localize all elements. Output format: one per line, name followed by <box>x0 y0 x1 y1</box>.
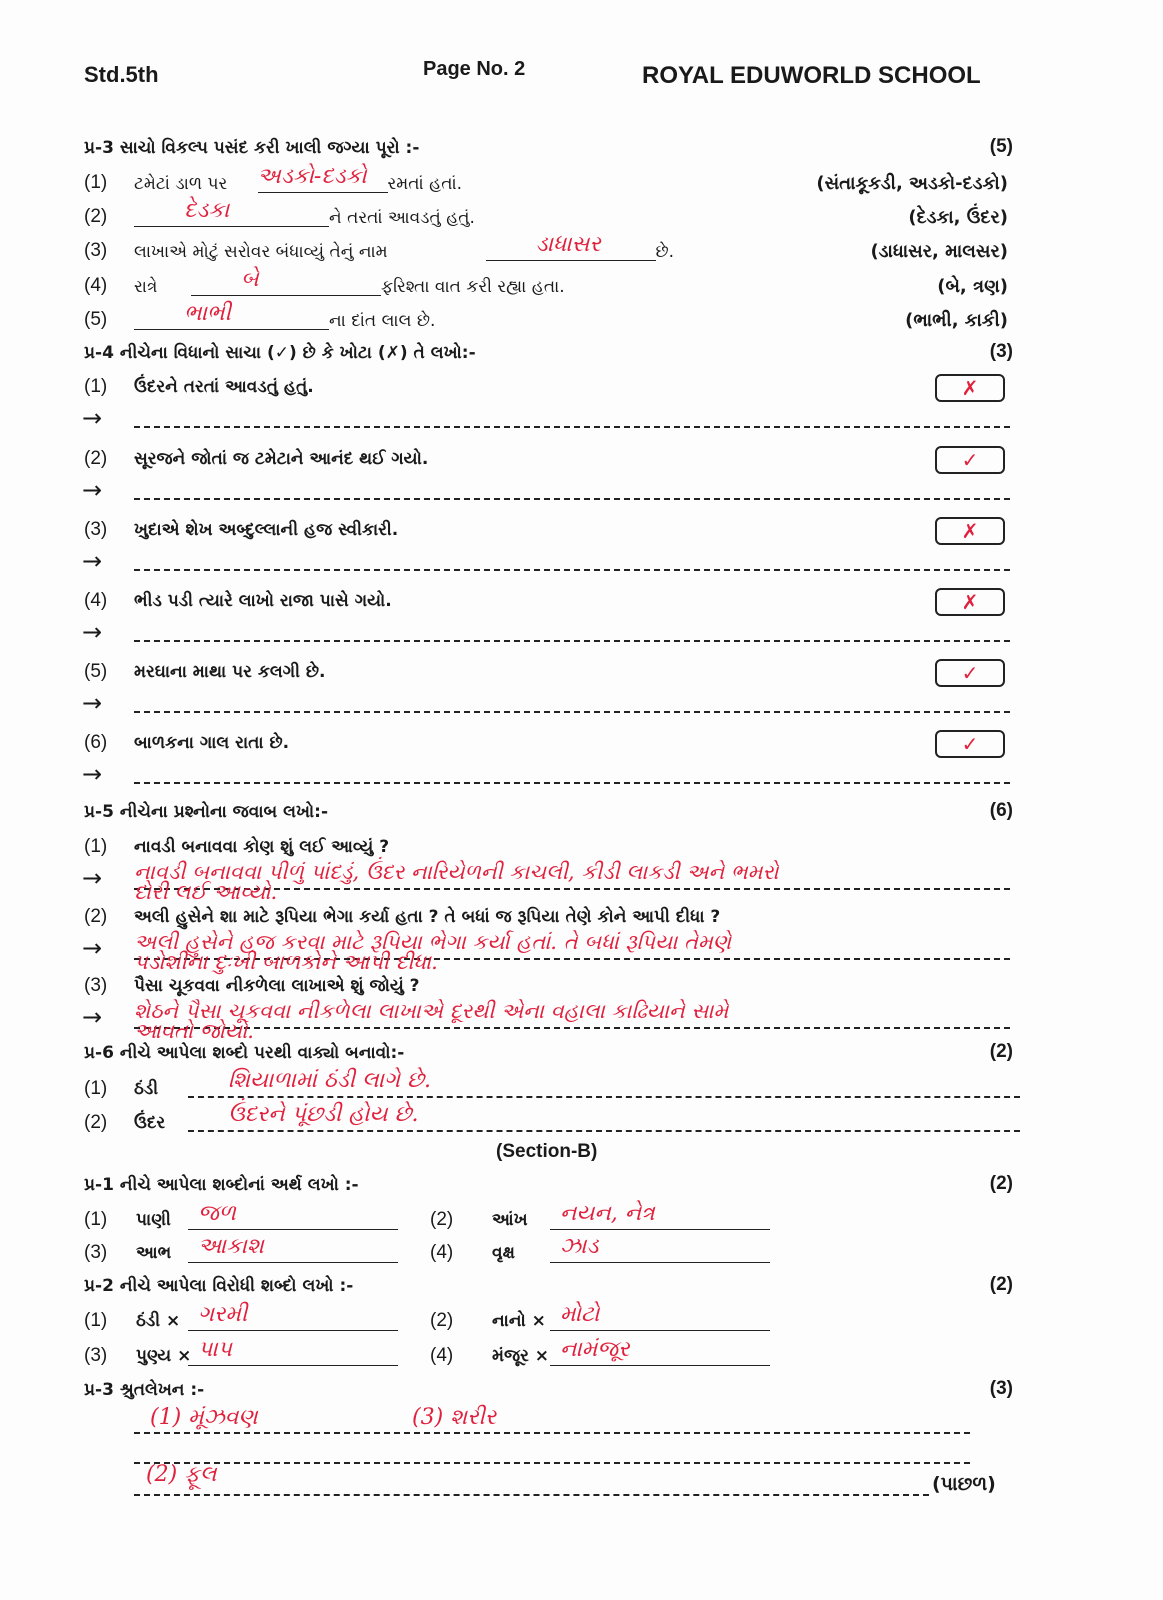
standard-label: Std.5th <box>84 62 159 87</box>
item-number: (3) <box>84 519 108 540</box>
question-title: પ્ર-1 નીચે આપેલા શબ્દોનાં અર્થ લખો :- <box>84 1175 359 1195</box>
answer-line <box>134 569 1010 571</box>
blank-line <box>188 1365 398 1366</box>
question-marks: (6) <box>989 800 1013 821</box>
question-title: પ્ર-3 સાચો વિકલ્પ પસંદ કરી ખાલી જગ્યા પૂરો :- <box>84 138 420 158</box>
answer-box: ✗ <box>935 374 1005 402</box>
handwritten-answer: આકાશ <box>198 1234 264 1259</box>
blank-line <box>258 192 388 193</box>
section-b-heading: (Section-B) <box>496 1141 598 1162</box>
handwritten-word: (3) શરીર <box>412 1405 497 1430</box>
blank-line <box>188 1262 398 1263</box>
arrow-icon: → <box>82 760 103 788</box>
question-title: પ્ર-2 નીચે આપેલા વિરોધી શબ્દો લખો :- <box>84 1276 354 1296</box>
item-text-post: ના દાંત લાલ છે. <box>329 311 436 331</box>
arrow-icon: → <box>82 934 103 962</box>
word: ઠંડી <box>134 1079 159 1099</box>
item-number: (4) <box>84 275 108 296</box>
school-name: ROYAL EDUWORLD SCHOOL <box>642 62 981 89</box>
word: પુણ્ય × <box>136 1346 192 1366</box>
item-text-post: ને તરતાં આવડતું હતું. <box>329 208 475 228</box>
arrow-icon: → <box>82 404 103 432</box>
item-number: (3) <box>84 1345 108 1366</box>
blank-line <box>550 1262 770 1263</box>
answer-line <box>134 782 1010 784</box>
item-number: (5) <box>84 309 108 330</box>
handwritten-answer-line1: શેઠને પૈસા ચૂકવવા નીકળેલા લાખાએ દૂરથી એના વહાલા કાઢિયાને સામે <box>134 999 729 1023</box>
item-number: (1) <box>84 1209 108 1230</box>
handwritten-answer: ભાભી <box>184 301 231 326</box>
item-number: (1) <box>84 376 108 397</box>
handwritten-answer: નયન, નેત્ર <box>560 1201 655 1226</box>
item-number: (3) <box>84 1242 108 1263</box>
item-number: (2) <box>84 906 108 927</box>
question-marks: (5) <box>989 136 1013 157</box>
question-title: પ્ર-5 નીચેના પ્રશ્નોના જવાબ લખો:- <box>84 802 329 822</box>
word: નાનો × <box>492 1311 546 1331</box>
blank-line <box>486 260 656 261</box>
question-marks: (2) <box>989 1274 1013 1295</box>
handwritten-sentence: શિયાળામાં ઠંડી લાગે છે. <box>228 1068 432 1093</box>
answer-box: ✓ <box>935 659 1005 687</box>
handwritten-answer-line1: અલી હુસેને હજ કરવા માટે રૂપિયા ભેગા કર્યા હતાં. તે બધાં રૂપિયા તેમણે <box>134 930 732 954</box>
item-number: (1) <box>84 1078 108 1099</box>
item-options: (સંતાકૂકડી, અડકો-દડકો) <box>816 173 1008 194</box>
item-number: (6) <box>84 732 108 753</box>
statement-text: ઉંદરને તરતાં આવડતું હતું. <box>134 377 314 397</box>
item-number: (2) <box>430 1209 454 1230</box>
blank-line <box>188 1229 398 1230</box>
item-options: (ભાભી, કાકી) <box>905 310 1008 331</box>
item-number: (2) <box>84 1112 108 1133</box>
handwritten-answer-line1: નાવડી બનાવવા પીળું પાંદડું, ઉંદર નારિયેળની કાચલી, કીડી લાકડી અને ભમરો <box>134 860 779 884</box>
item-number: (1) <box>84 172 108 193</box>
handwritten-answer: પાપ <box>198 1337 232 1362</box>
statement-text: બાળકના ગાલ રાતા છે. <box>134 733 290 753</box>
item-number: (1) <box>84 1310 108 1331</box>
answer-line <box>134 1462 970 1464</box>
word: આંખ <box>492 1210 528 1230</box>
item-text-post: રમતાં હતાં. <box>387 174 463 194</box>
blank-line <box>550 1330 770 1331</box>
arrow-icon: → <box>82 547 103 575</box>
item-number: (4) <box>430 1242 454 1263</box>
handwritten-answer: ડાધાસર <box>535 232 601 257</box>
question-title: પ્ર-3 શ્રુતલેખન :- <box>84 1380 205 1400</box>
word: મંજૂર × <box>492 1346 550 1366</box>
arrow-icon: → <box>82 618 103 646</box>
item-text-pre: ટમેટાં ડાળ પર <box>134 174 228 194</box>
handwritten-answer: અડકો-દડકો <box>257 164 367 189</box>
blank-line <box>550 1229 770 1230</box>
blank-line <box>134 226 329 227</box>
handwritten-answer: મોટો <box>560 1302 600 1327</box>
handwritten-answer: જળ <box>198 1201 236 1226</box>
answer-box: ✓ <box>935 446 1005 474</box>
blank-line <box>550 1365 770 1366</box>
question-text: પૈસા ચૂકવવા નીકળેલા લાખાએ શું જોયું ? <box>134 976 420 996</box>
handwritten-word: (2) ફૂલ <box>146 1462 217 1487</box>
statement-text: ભીડ પડી ત્યારે લાખો રાજા પાસે ગયો. <box>134 591 392 611</box>
answer-line <box>188 1096 1020 1098</box>
item-text-post: છે. <box>655 242 675 262</box>
page-number: Page No. 2 <box>423 58 526 80</box>
item-number: (3) <box>84 240 108 261</box>
question-title: પ્ર-4 નીચેના વિધાનો સાચા (✓) છે કે ખોટા (✗) તે લખો:- <box>84 343 476 363</box>
answer-box: ✗ <box>935 588 1005 616</box>
arrow-icon: → <box>82 476 103 504</box>
item-text-pre: રાત્રે <box>134 277 158 297</box>
item-number: (4) <box>430 1345 454 1366</box>
question-text: અલી હુસેને શા માટે રૂપિયા ભેગા કર્યા હતા ? તે બધાં જ રૂપિયા તેણે કોને આપી દીધા ? <box>134 907 721 927</box>
handwritten-answer: બે <box>241 267 259 292</box>
question-marks: (3) <box>989 1378 1013 1399</box>
arrow-icon: → <box>82 1003 103 1031</box>
question-marks: (2) <box>989 1041 1013 1062</box>
item-number: (1) <box>84 836 108 857</box>
item-options: (દેડકા, ઉંદર) <box>908 207 1008 228</box>
question-text: નાવડી બનાવવા કોણ શું લઈ આવ્યું ? <box>134 837 390 857</box>
answer-line <box>134 426 1010 428</box>
handwritten-answer: ગરમી <box>198 1302 248 1327</box>
answer-box: ✓ <box>935 730 1005 758</box>
word: આભ <box>136 1243 172 1263</box>
item-number: (4) <box>84 590 108 611</box>
word: વૃક્ષ <box>492 1243 515 1263</box>
handwritten-answer: દેડકા <box>184 198 230 223</box>
answer-line <box>134 1027 1010 1029</box>
answer-line <box>134 1432 970 1434</box>
item-text-pre: લાખાએ મોટું સરોવર બંધાવ્યું તેનું નામ <box>134 242 388 262</box>
answer-line <box>188 1130 1020 1132</box>
item-number: (5) <box>84 661 108 682</box>
blank-line <box>188 1330 398 1331</box>
word: ઠંડી × <box>136 1311 181 1331</box>
question-marks: (3) <box>989 341 1013 362</box>
item-options: (ડાધાસર, માલસર) <box>870 241 1008 262</box>
statement-text: મરઘાના માથા પર કલગી છે. <box>134 662 326 682</box>
handwritten-answer-line2: દોરી લઈ આવ્યો. <box>134 880 278 904</box>
handwritten-answer: ઝાડ <box>560 1234 599 1259</box>
word: ઉંદર <box>134 1113 166 1133</box>
handwritten-word: (1) મૂંઝવણ <box>150 1405 258 1430</box>
statement-text: ખુદાએ શેખ અબ્દુલ્લાની હજ સ્વીકારી. <box>134 520 399 540</box>
continued-label: (પાછળ) <box>932 1473 996 1495</box>
answer-line <box>134 640 1010 642</box>
question-title: પ્ર-6 નીચે આપેલા શબ્દો પરથી વાક્યો બનાવો:- <box>84 1043 405 1063</box>
answer-line <box>134 1494 929 1496</box>
item-text-post: ફરિશ્તા વાત કરી રહ્યા હતા. <box>381 277 565 297</box>
arrow-icon: → <box>82 864 103 892</box>
item-number: (3) <box>84 975 108 996</box>
answer-line <box>134 498 1010 500</box>
handwritten-sentence: ઉંદરને પૂંછડી હોય છે. <box>228 1102 419 1127</box>
handwritten-answer-line2: આવતો જોયો. <box>134 1019 254 1043</box>
answer-line <box>134 711 1010 713</box>
item-options: (બે, ત્રણ) <box>937 276 1008 297</box>
item-number: (2) <box>84 206 108 227</box>
blank-line <box>191 295 381 296</box>
word: પાણી <box>136 1210 171 1230</box>
arrow-icon: → <box>82 689 103 717</box>
handwritten-answer-line2: પડોશીના દુઃખી બાળકોને આપી દીધા. <box>134 950 438 974</box>
item-number: (2) <box>430 1310 454 1331</box>
handwritten-answer: નામંજૂર <box>560 1337 630 1362</box>
item-number: (2) <box>84 448 108 469</box>
blank-line <box>134 329 329 330</box>
statement-text: સૂરજને જોતાં જ ટમેટાને આનંદ થઈ ગયો. <box>134 449 429 469</box>
question-marks: (2) <box>989 1173 1013 1194</box>
answer-box: ✗ <box>935 517 1005 545</box>
